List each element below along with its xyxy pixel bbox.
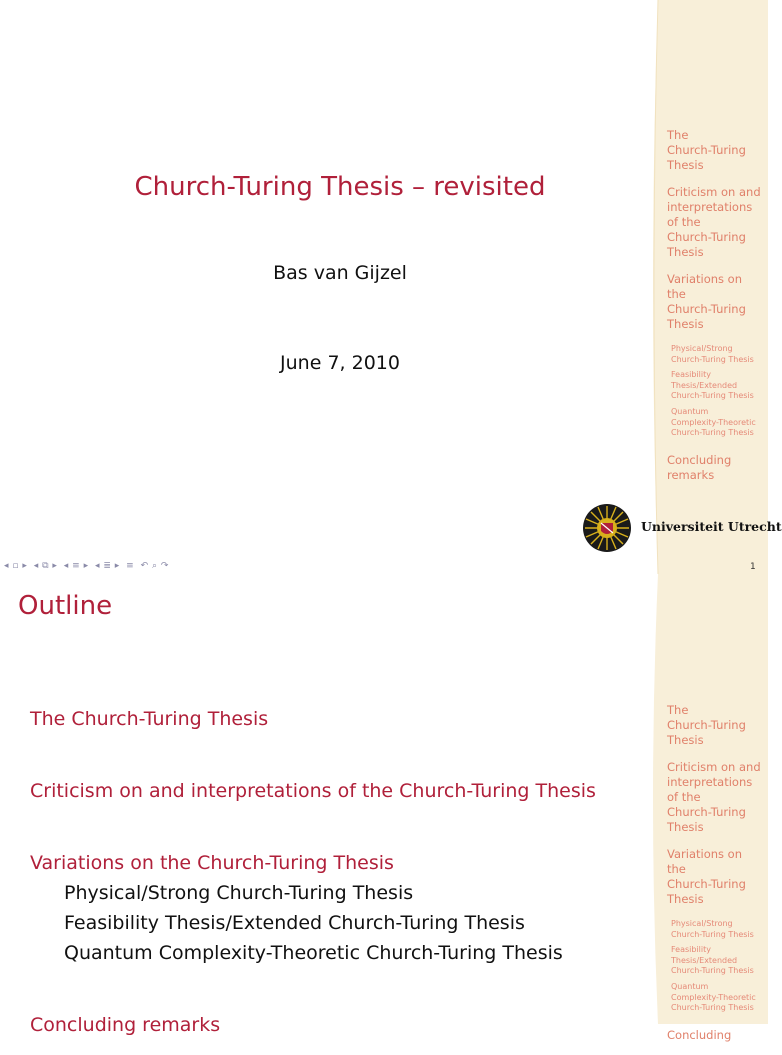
author-name: Bas van Gijzel — [273, 262, 407, 284]
outline-slide — [0, 574, 768, 1042]
nav-align-icon[interactable]: ≡ — [126, 561, 135, 571]
sidebar-subitem-feasibility[interactable]: Feasibility Thesis/Extended Church-Turing Thesis — [671, 370, 754, 401]
nav-subsection-icon[interactable]: ◂ ⧉ ▸ — [33, 561, 58, 571]
sidebar-edge — [648, 574, 668, 1024]
nav-search-icon[interactable]: ↶ ⌕ ↷ — [140, 561, 169, 571]
toc-subitem-physical[interactable]: Physical/Strong Church-Turing Thesis — [64, 882, 414, 904]
sidebar-item-concluding[interactable]: Concluding remarks — [667, 452, 732, 482]
nav-document-icon[interactable]: ◂ ≣ ▸ — [94, 561, 120, 571]
page-number: 1 — [750, 562, 756, 572]
sidebar-edge — [648, 0, 668, 574]
sidebar-subitem-feasibility[interactable]: Feasibility Thesis/Extended Church-Turing Thesis — [671, 945, 754, 976]
sidebar-item-church-turing-thesis[interactable]: The Church-Turing Thesis — [667, 128, 746, 172]
sidebar-subitem-quantum[interactable]: Quantum Complexity-Theoretic Church-Turing Thesis — [671, 406, 756, 438]
presentation-title: Church-Turing Thesis – revisited — [134, 172, 546, 202]
toc-item-church-turing-thesis[interactable]: The Church-Turing Thesis — [30, 708, 269, 730]
university-seal-logo — [582, 503, 632, 553]
presentation-date: June 7, 2010 — [280, 352, 400, 374]
sidebar-nav — [667, 128, 767, 495]
toc-subitem-quantum[interactable]: Quantum Complexity-Theoretic Church-Turing Thesis — [64, 942, 563, 964]
sidebar-item-concluding[interactable]: Concluding — [667, 1027, 732, 1042]
slide-title: Outline — [18, 591, 113, 621]
toc-subitem-feasibility[interactable]: Feasibility Thesis/Extended Church-Turing Thesis — [64, 912, 525, 934]
sidebar-item-criticism[interactable]: Criticism on and interpretations of the Church-Turing Thesis — [667, 760, 761, 834]
nav-section-icon[interactable]: ◂ ≡ ▸ — [63, 561, 89, 571]
sidebar-subitem-quantum[interactable]: Quantum Complexity-Theoretic Church-Turing Thesis — [671, 981, 756, 1013]
sidebar-subitem-physical[interactable]: Physical/Strong Church-Turing Thesis — [671, 919, 754, 939]
beamer-navigation-bar — [4, 561, 172, 571]
sidebar-item-church-turing-thesis[interactable]: The Church-Turing Thesis — [667, 703, 746, 747]
toc-item-variations[interactable]: Variations on the Church-Turing Thesis — [30, 852, 394, 874]
sidebar-item-variations[interactable]: Variations on the Church-Turing Thesis — [667, 847, 746, 906]
toc-item-concluding[interactable]: Concluding remarks — [30, 1014, 221, 1036]
nav-prev-frame-icon[interactable]: ◂ ▫ ▸ — [4, 561, 28, 571]
table-of-contents — [30, 704, 596, 1040]
university-name: Universiteit Utrecht — [641, 519, 782, 534]
sidebar-nav — [667, 703, 767, 1055]
sidebar-item-variations[interactable]: Variations on the Church-Turing Thesis — [667, 272, 746, 331]
sidebar-subitem-physical[interactable]: Physical/Strong Church-Turing Thesis — [671, 344, 754, 364]
toc-item-criticism[interactable]: Criticism on and interpretations of the Church-Turing Thesis — [30, 780, 596, 802]
sidebar-item-criticism[interactable]: Criticism on and interpretations of the Church-Turing Thesis — [667, 185, 761, 259]
